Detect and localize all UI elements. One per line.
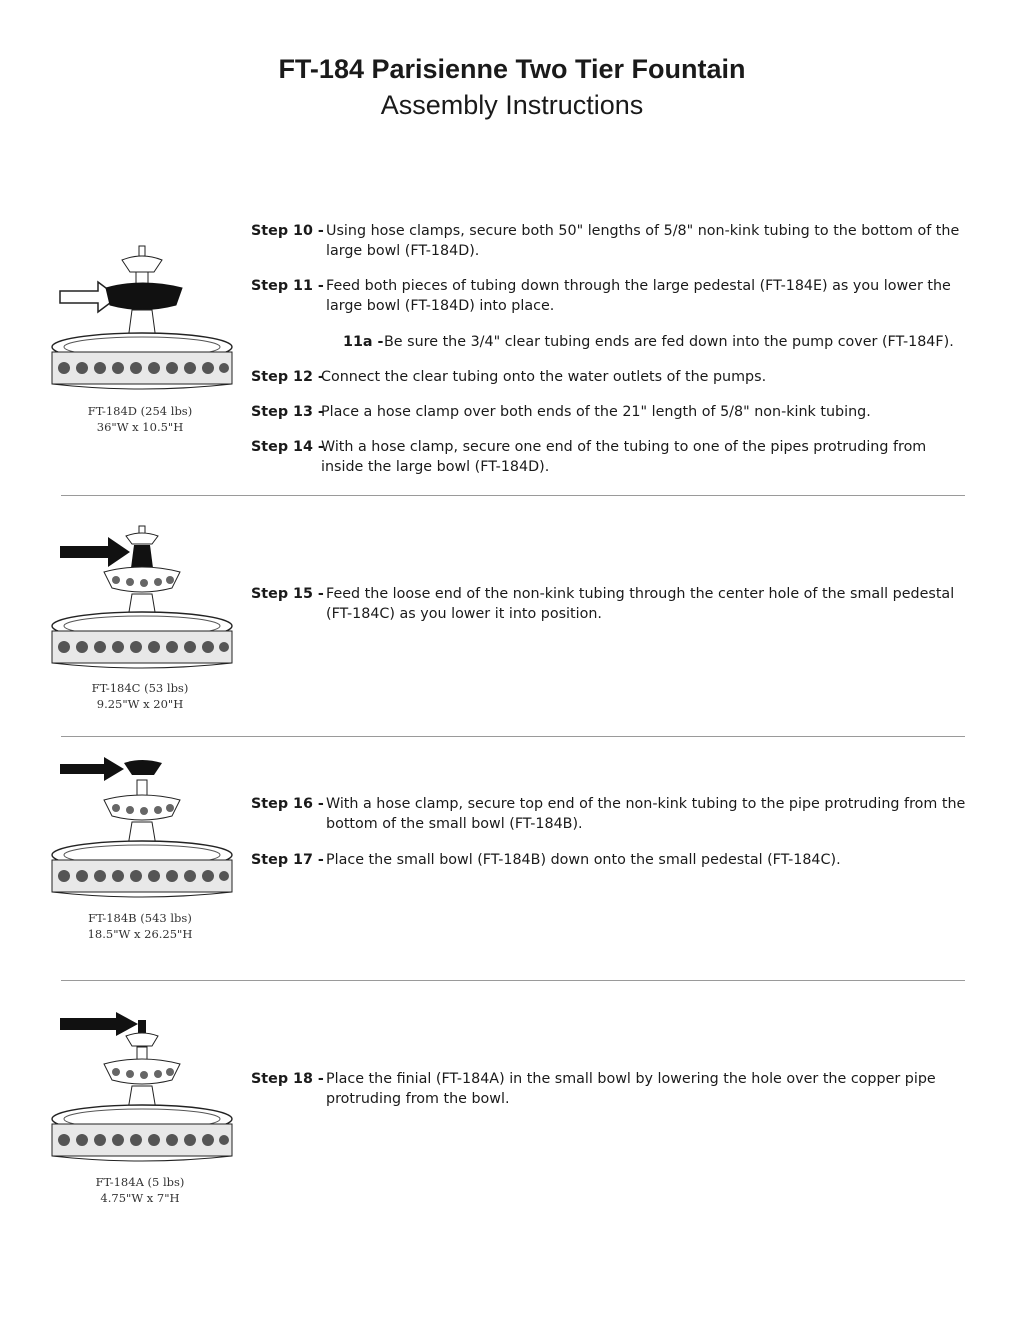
step-16 — [251, 794, 971, 834]
step-text: Place the finial (FT-184A) in the small bowl by lowering the hole over the copper pipe protruding from the bowl. — [326, 1071, 936, 1107]
step-text: With a hose clamp, secure top end of the non-kink tubing to the pipe protruding from the bottom of the small bowl (FT-184B). — [326, 796, 966, 832]
step-15 — [251, 584, 971, 624]
part-dimensions: 4.75"W x 7"H — [100, 1191, 180, 1205]
step-12 — [251, 367, 971, 387]
step-text: Place the small bowl (FT-184B) down onto the small pedestal (FT-184C). — [326, 852, 841, 868]
part-dimensions: 36"W x 10.5"H — [96, 420, 184, 434]
step-label: Step 11 - — [251, 278, 324, 294]
section-divider — [61, 736, 965, 737]
document-title: FT-184 Parisienne Two Tier Fountain — [278, 54, 746, 84]
part-weight: FT-184B (543 lbs) — [88, 911, 192, 925]
part-dimensions: 18.5"W x 26.25"H — [87, 927, 193, 941]
step-label: Step 17 - — [251, 852, 324, 868]
step-text: Place a hose clamp over both ends of the 21" length of 5/8" non-kink tubing. — [321, 404, 871, 420]
part-weight: FT-184D (254 lbs) — [87, 404, 193, 418]
part-weight: FT-184C (53 lbs) — [91, 681, 189, 695]
step-text: Connect the clear tubing onto the water outlets of the pumps. — [321, 369, 767, 385]
step-label: 11a - — [343, 334, 384, 350]
step-11a — [343, 332, 983, 352]
part-caption — [40, 910, 240, 942]
part-caption — [40, 680, 240, 712]
part-caption — [40, 1174, 240, 1206]
fountain-illustration-finial — [58, 1012, 242, 1162]
step-10 — [251, 221, 971, 261]
step-label: Step 12 - — [251, 369, 324, 385]
part-weight: FT-184A (5 lbs) — [95, 1175, 185, 1189]
solid-arrow-icon — [60, 757, 124, 781]
step-text: Feed the loose end of the non-kink tubing through the center hole of the small pedestal (FT-184C) as you lower it into position. — [326, 586, 955, 622]
solid-arrow-icon — [60, 537, 130, 567]
step-label: Step 14 - — [251, 439, 324, 455]
step-14 — [251, 437, 971, 477]
step-text: With a hose clamp, secure one end of the tubing to one of the pipes protruding from inside the large bowl (FT-184D). — [321, 439, 927, 475]
fountain-illustration-large-bowl — [58, 245, 242, 395]
step-label: Step 16 - — [251, 796, 324, 812]
step-13 — [251, 402, 971, 422]
step-label: Step 15 - — [251, 586, 324, 602]
part-dimensions: 9.25"W x 20"H — [96, 697, 184, 711]
step-label: Step 10 - — [251, 223, 324, 239]
fountain-illustration-small-pedestal — [58, 525, 242, 675]
step-text: Feed both pieces of tubing down through the large pedestal (FT-184E) as you lower the large bowl (FT-184D) into place. — [326, 278, 951, 314]
step-text: Using hose clamps, secure both 50" lengths of 5/8" non-kink tubing to the bottom of the large bowl (FT-184D). — [326, 223, 960, 259]
step-text: Be sure the 3/4" clear tubing ends are fed down into the pump cover (FT-184F). — [384, 334, 954, 350]
step-label: Step 18 - — [251, 1071, 324, 1087]
step-18 — [251, 1069, 971, 1109]
document-subtitle: Assembly Instructions — [380, 90, 644, 120]
part-caption — [40, 403, 240, 435]
step-11 — [251, 276, 971, 316]
section-divider — [61, 980, 965, 981]
fountain-illustration-small-bowl — [58, 756, 242, 906]
solid-arrow-icon — [60, 1012, 138, 1036]
step-label: Step 13 - — [251, 404, 324, 420]
section-divider — [61, 495, 965, 496]
step-17 — [251, 850, 971, 870]
